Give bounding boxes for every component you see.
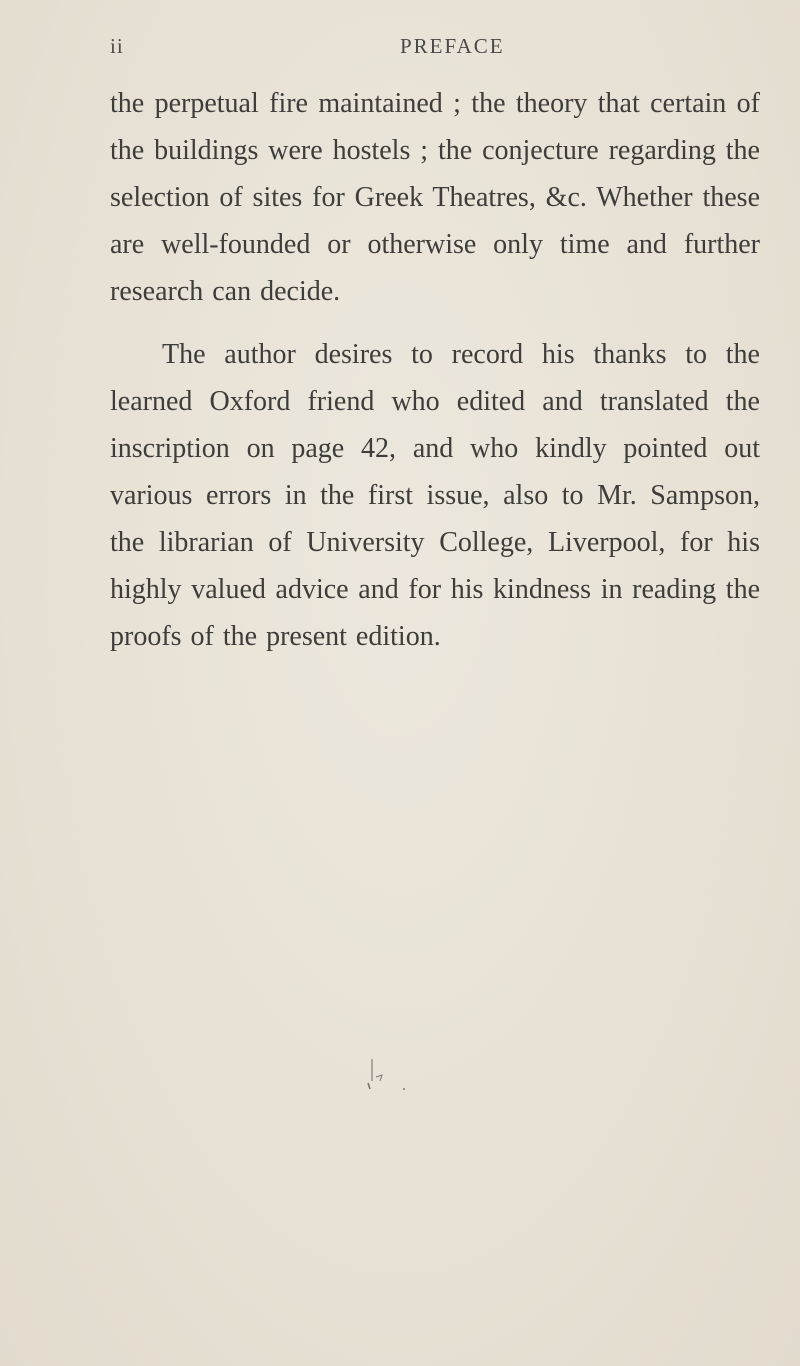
running-head: PREFACE [400, 34, 505, 58]
paragraph-2: The author desires to record his thanks to the learned Oxford friend who edited and translated the inscription on page 42, and who kindly pointed out various errors in the first issue, also to Mr. Sampson, the librarian of University College, Liverpool, for his highly valued advice and for his kindness in reading the proofs of the present edition. [110, 339, 760, 652]
paragraph-1: the perpetual fire maintained ; the theory that certain of the buildings were hostels ; the conjecture regarding the selection of sites for Greek Theatres, &c. Whether these are well-founded or otherwise only time and further research can decide. [110, 88, 760, 307]
page-header [110, 34, 760, 68]
page-number: ii [110, 34, 124, 58]
stray-ink-marks [360, 1055, 410, 1095]
preface-body [110, 80, 760, 660]
